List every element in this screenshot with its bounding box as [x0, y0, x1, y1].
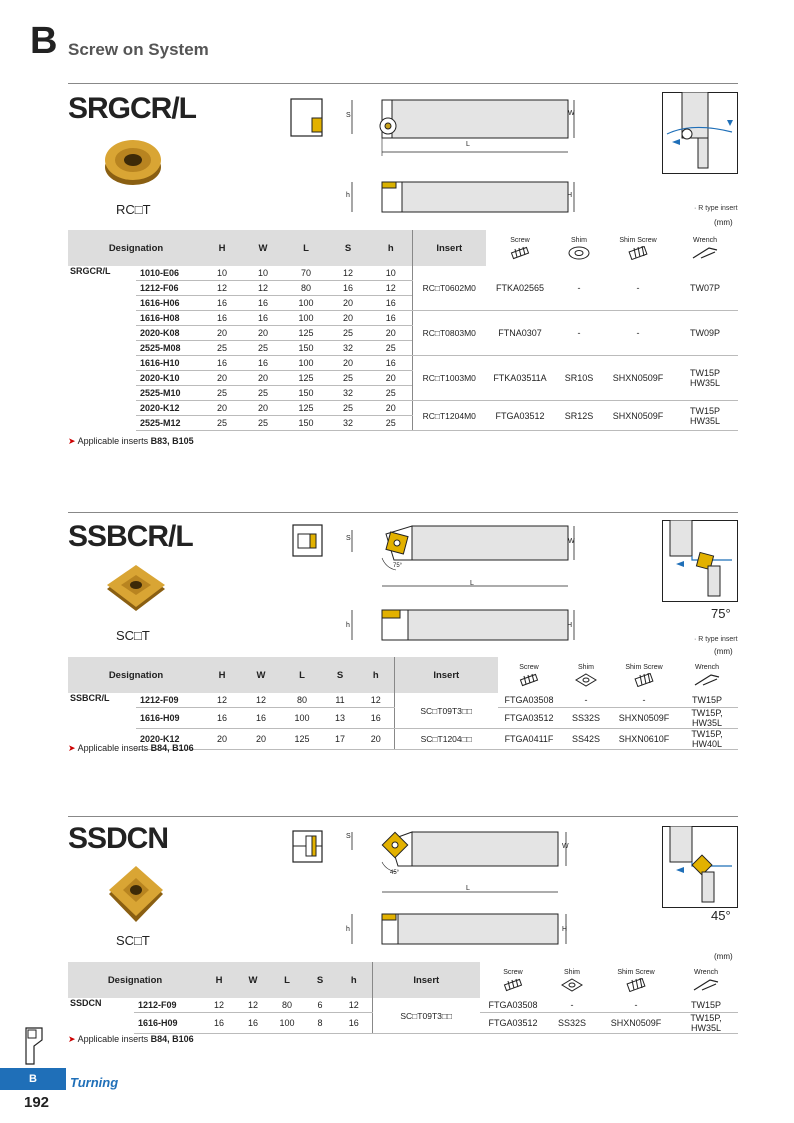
wrench-code: TW15P, HW40L — [676, 729, 738, 750]
dim-label-S: S — [346, 535, 351, 542]
shim-screw-code: SHXN0509F — [604, 401, 672, 431]
spec-table-ssbcr — [68, 657, 738, 750]
col-h: h — [336, 962, 372, 998]
cell-h: 10 — [370, 266, 412, 281]
screw-code: FTGA03508 — [480, 998, 546, 1013]
designation-cell: 2020-K12 — [136, 729, 204, 750]
shim-screw-label: Shim Screw — [619, 236, 657, 244]
col-S: S — [322, 657, 358, 693]
shim-icon — [567, 246, 591, 260]
cell-W: 16 — [240, 296, 286, 311]
dim-label-L: L — [466, 885, 470, 892]
screw-code: FTNA0307 — [486, 311, 554, 356]
shim-screw-code: - — [598, 998, 674, 1013]
section-letter: B — [30, 20, 58, 62]
cell-S: 16 — [326, 281, 370, 296]
col-W: W — [240, 230, 286, 266]
col-shim-screw — [604, 230, 672, 266]
wrench-code — [672, 401, 738, 431]
cell-W: 20 — [240, 371, 286, 386]
designation-cell: 1616-H09 — [136, 708, 204, 729]
col-h: h — [358, 657, 394, 693]
col-designation: Designation — [68, 657, 204, 693]
insert-type-label: SC□T — [116, 933, 150, 948]
cell-h: 20 — [358, 729, 394, 750]
cell-h: 25 — [370, 416, 412, 431]
table-row — [68, 266, 738, 281]
col-designation: Designation — [68, 962, 202, 998]
screw-code: FTGA03512 — [498, 708, 560, 729]
shim-screw-code: SHXN0610F — [612, 729, 676, 750]
wrench-code — [672, 356, 738, 401]
cell-L: 80 — [286, 281, 326, 296]
unit-label: (mm) — [714, 218, 733, 227]
table-row — [68, 311, 738, 326]
cell-L: 80 — [270, 998, 304, 1013]
col-L: L — [270, 962, 304, 998]
cell-H: 20 — [204, 401, 240, 416]
shim-screw-code: SHXN0509F — [598, 1013, 674, 1034]
screw-label: Screw — [503, 968, 523, 976]
col-shim-screw — [598, 962, 674, 998]
col-L: L — [282, 657, 322, 693]
shim-code: - — [554, 266, 604, 311]
col-W: W — [240, 657, 282, 693]
screw-code: FTGA03512 — [480, 1013, 546, 1034]
shim-screw-icon — [632, 673, 656, 687]
cell-S: 11 — [322, 693, 358, 708]
cell-L: 125 — [286, 401, 326, 416]
designation-cell: 2020-K08 — [136, 326, 204, 341]
wrench-icon — [691, 246, 719, 260]
col-insert: Insert — [372, 962, 480, 998]
cell-H: 20 — [204, 729, 240, 750]
cell-H: 25 — [204, 386, 240, 401]
cell-H: 16 — [204, 296, 240, 311]
dim-label-h: h — [346, 622, 350, 629]
square-insert-image — [103, 563, 169, 615]
table-row — [68, 356, 738, 371]
cell-h: 25 — [370, 341, 412, 356]
cell-S: 20 — [326, 356, 370, 371]
cell-W: 20 — [240, 401, 286, 416]
designation-cell: 2020-K12 — [136, 401, 204, 416]
cell-L: 100 — [286, 356, 326, 371]
designation-cell: 2525-M10 — [136, 386, 204, 401]
tool-side-view — [342, 178, 582, 218]
application-view — [662, 826, 738, 908]
screw-icon — [501, 978, 525, 992]
col-screw — [486, 230, 554, 266]
insert-code: SC□T09T3□□ — [394, 693, 498, 729]
cell-H: 16 — [202, 1013, 236, 1034]
screw-code: FTGA03512 — [486, 401, 554, 431]
arrow-circle-icon: ➤ — [68, 1034, 76, 1044]
approach-angle: 75° — [711, 606, 731, 621]
cell-H: 12 — [202, 998, 236, 1013]
designation-cell: 1616-H09 — [134, 1013, 202, 1034]
applicable-inserts-note — [68, 1034, 194, 1045]
designation-cell: 1616-H08 — [136, 311, 204, 326]
cell-h: 16 — [370, 311, 412, 326]
applicable-inserts-note — [68, 436, 194, 447]
cell-L: 150 — [286, 386, 326, 401]
section-divider — [68, 512, 738, 513]
col-W: W — [236, 962, 270, 998]
wrench-code — [672, 266, 738, 311]
wrench-code: TW15P — [676, 693, 738, 708]
cell-h: 16 — [370, 296, 412, 311]
unit-label: (mm) — [714, 952, 733, 961]
designation-cell: 1010-E06 — [136, 266, 204, 281]
cell-H: 16 — [204, 708, 240, 729]
cell-L: 150 — [286, 341, 326, 356]
header-divider — [68, 83, 738, 84]
cell-H: 12 — [204, 281, 240, 296]
cell-H: 10 — [204, 266, 240, 281]
cell-H: 20 — [204, 326, 240, 341]
wrench-code-1: TW09P — [689, 328, 720, 338]
insert-code: SC□T1204□□ — [394, 729, 498, 750]
cell-W: 20 — [240, 729, 282, 750]
tool-end-view — [292, 830, 324, 864]
arrow-circle-icon: ➤ — [68, 436, 76, 446]
cell-h: 12 — [370, 281, 412, 296]
wrench-code: TW15P, HW35L — [676, 708, 738, 729]
section-tab[interactable]: B — [0, 1068, 66, 1090]
cell-W: 25 — [240, 341, 286, 356]
dim-label-W: W — [568, 110, 575, 117]
cell-L: 150 — [286, 416, 326, 431]
screw-label: Screw — [519, 663, 539, 671]
shim-code: - — [560, 693, 612, 708]
spec-table-srgcr — [68, 230, 738, 431]
applicable-pages[interactable]: B84, B106 — [150, 743, 194, 753]
cell-h: 12 — [336, 998, 372, 1013]
tool-top-view — [342, 92, 582, 162]
shim-screw-label: Shim Screw — [625, 663, 663, 671]
screw-icon — [508, 246, 532, 260]
dim-label-W: W — [562, 843, 569, 850]
cell-h: 20 — [370, 326, 412, 341]
approach-angle: 45° — [711, 908, 731, 923]
applicable-prefix: Applicable inserts — [77, 1034, 149, 1044]
designation-cell: 1212-F09 — [134, 998, 202, 1013]
cell-L: 100 — [286, 296, 326, 311]
designation-cell: 2525-M12 — [136, 416, 204, 431]
cell-W: 12 — [236, 998, 270, 1013]
screw-code: FTGA0411F — [498, 729, 560, 750]
dim-label-H: H — [567, 622, 573, 629]
cell-h: 16 — [370, 356, 412, 371]
shim-screw-icon — [624, 978, 648, 992]
col-H: H — [202, 962, 236, 998]
section-title-srgcr: SRGCR/L — [68, 92, 196, 125]
cell-H: 20 — [204, 371, 240, 386]
shim-screw-label: Shim Screw — [617, 968, 655, 976]
cell-L: 125 — [286, 326, 326, 341]
cell-W: 12 — [240, 693, 282, 708]
cell-S: 8 — [304, 1013, 336, 1034]
cell-S: 6 — [304, 998, 336, 1013]
shim-screw-code: - — [604, 266, 672, 311]
col-H: H — [204, 230, 240, 266]
tool-top-view — [342, 522, 582, 592]
r-type-note: · R type insert — [694, 636, 738, 643]
col-screw — [498, 657, 560, 693]
col-shim — [560, 657, 612, 693]
cell-H: 16 — [204, 311, 240, 326]
cell-S: 20 — [326, 296, 370, 311]
wrench-code-1: TW15P — [689, 405, 720, 416]
wrench-label: Wrench — [695, 663, 719, 671]
cell-W: 16 — [240, 708, 282, 729]
screw-code: FTGA03508 — [498, 693, 560, 708]
cell-S: 25 — [326, 401, 370, 416]
wrench-code: TW15P — [674, 998, 738, 1013]
small-angle-label: 75° — [393, 563, 403, 569]
r-type-note: · R type insert — [694, 205, 738, 212]
table-header — [68, 962, 738, 998]
screw-label: Screw — [510, 236, 530, 244]
shim-screw-code: SHXN0509F — [604, 356, 672, 401]
family-code: SSDCN — [70, 998, 102, 1008]
insert-type-label: SC□T — [116, 628, 150, 643]
cell-L: 100 — [286, 311, 326, 326]
designation-cell: 2020-K10 — [136, 371, 204, 386]
applicable-pages[interactable]: B83, B105 — [150, 436, 194, 446]
wrench-code: TW15P, HW35L — [674, 1013, 738, 1034]
dim-label-L: L — [466, 141, 470, 148]
col-wrench — [676, 657, 738, 693]
wrench-code-1: TW07P — [689, 283, 720, 293]
tool-top-view — [342, 828, 582, 898]
spec-table-ssdcn — [68, 962, 738, 1034]
tool-end-view — [290, 98, 324, 138]
col-wrench — [672, 230, 738, 266]
insert-code: RC□T0602M0 — [412, 266, 486, 311]
shim-label: Shim — [578, 663, 594, 671]
cell-L: 70 — [286, 266, 326, 281]
dim-label-H: H — [562, 926, 568, 933]
insert-code: SC□T09T3□□ — [372, 998, 480, 1034]
page-title: Screw on System — [68, 40, 209, 59]
tool-side-view — [342, 910, 582, 950]
shim-label: Shim — [571, 236, 587, 244]
table-row — [68, 693, 738, 708]
dim-label-h: h — [346, 926, 350, 933]
turning-tool-icon — [18, 1026, 50, 1066]
insert-code: RC□T1204M0 — [412, 401, 486, 431]
application-view — [662, 92, 738, 174]
cell-L: 125 — [282, 729, 322, 750]
cell-S: 25 — [326, 371, 370, 386]
shim-label: Shim — [564, 968, 580, 976]
cell-W: 16 — [240, 311, 286, 326]
cell-h: 16 — [336, 1013, 372, 1034]
designation-cell: 1212-F09 — [136, 693, 204, 708]
section-name: Turning — [70, 1075, 119, 1090]
cell-h: 12 — [358, 693, 394, 708]
cell-S: 32 — [326, 341, 370, 356]
applicable-pages[interactable]: B84, B106 — [150, 1034, 194, 1044]
tool-side-view — [342, 606, 582, 646]
dim-label-S: S — [346, 112, 351, 119]
col-shim-screw — [612, 657, 676, 693]
cell-H: 25 — [204, 416, 240, 431]
dim-label-h: h — [346, 192, 350, 199]
application-view — [662, 520, 738, 602]
col-designation: Designation — [68, 230, 204, 266]
shim-code: SS32S — [560, 708, 612, 729]
insert-code: RC□T1003M0 — [412, 356, 486, 401]
col-L: L — [286, 230, 326, 266]
insert-type-label: RC□T — [116, 202, 151, 217]
col-H: H — [204, 657, 240, 693]
shim-code: - — [546, 998, 598, 1013]
wrench-icon — [692, 978, 720, 992]
col-h: h — [370, 230, 412, 266]
cell-h: 16 — [358, 708, 394, 729]
unit-label: (mm) — [714, 647, 733, 656]
section-title-ssbcr: SSBCR/L — [68, 520, 193, 553]
wrench-code-1: TW15P — [689, 368, 720, 378]
designation-cell: 1616-H06 — [136, 296, 204, 311]
applicable-inserts-note — [68, 743, 194, 754]
screw-code: FTKA03511A — [486, 356, 554, 401]
cell-W: 25 — [240, 386, 286, 401]
shim-code: SS32S — [546, 1013, 598, 1034]
col-wrench — [674, 962, 738, 998]
cell-W: 20 — [240, 326, 286, 341]
table-row — [68, 401, 738, 416]
square-insert-image — [103, 864, 169, 926]
page-number: 192 — [24, 1094, 50, 1111]
screw-code: FTKA02565 — [486, 266, 554, 311]
wrench-icon — [693, 673, 721, 687]
wrench-label: Wrench — [694, 968, 718, 976]
round-insert-image — [103, 133, 163, 189]
dim-label-L: L — [470, 580, 474, 587]
cell-W: 25 — [240, 416, 286, 431]
cell-L: 100 — [282, 708, 322, 729]
cell-W: 16 — [240, 356, 286, 371]
cell-L: 80 — [282, 693, 322, 708]
cell-H: 25 — [204, 341, 240, 356]
col-insert: Insert — [394, 657, 498, 693]
family-code: SSBCR/L — [70, 693, 110, 703]
wrench-code-2: HW35L — [689, 415, 720, 426]
section-divider — [68, 816, 738, 817]
cell-W: 16 — [236, 1013, 270, 1034]
col-shim — [546, 962, 598, 998]
cell-S: 12 — [326, 266, 370, 281]
cell-S: 32 — [326, 386, 370, 401]
shim-screw-icon — [626, 246, 650, 260]
screw-icon — [517, 673, 541, 687]
shim-screw-code: - — [612, 693, 676, 708]
section-title-ssdcn: SSDCN — [68, 822, 169, 855]
cell-H: 16 — [204, 356, 240, 371]
cell-S: 13 — [322, 708, 358, 729]
cell-W: 12 — [240, 281, 286, 296]
family-code: SRGCR/L — [70, 266, 111, 276]
col-shim — [554, 230, 604, 266]
cell-L: 100 — [270, 1013, 304, 1034]
cell-h: 25 — [370, 386, 412, 401]
col-S: S — [304, 962, 336, 998]
cell-W: 10 — [240, 266, 286, 281]
shim-icon — [560, 978, 584, 992]
col-S: S — [326, 230, 370, 266]
insert-code: RC□T0803M0 — [412, 311, 486, 356]
applicable-prefix: Applicable inserts — [77, 743, 149, 753]
col-insert: Insert — [412, 230, 486, 266]
cell-S: 25 — [326, 326, 370, 341]
shim-icon — [574, 673, 598, 687]
arrow-circle-icon: ➤ — [68, 743, 76, 753]
col-screw — [480, 962, 546, 998]
tool-end-view — [292, 524, 324, 558]
cell-L: 125 — [286, 371, 326, 386]
cell-h: 20 — [370, 371, 412, 386]
dim-label-S: S — [346, 833, 351, 840]
shim-screw-code: SHXN0509F — [612, 708, 676, 729]
wrench-code-2: HW35L — [689, 378, 720, 388]
cell-H: 12 — [204, 693, 240, 708]
cell-S: 20 — [326, 311, 370, 326]
shim-code: - — [554, 311, 604, 356]
table-header — [68, 230, 738, 266]
cell-S: 17 — [322, 729, 358, 750]
shim-code: SS42S — [560, 729, 612, 750]
cell-S: 32 — [326, 416, 370, 431]
shim-screw-code: - — [604, 311, 672, 356]
designation-cell: 1616-H10 — [136, 356, 204, 371]
dim-label-H: H — [567, 192, 573, 199]
shim-code: SR10S — [554, 356, 604, 401]
wrench-code — [672, 311, 738, 356]
small-angle-label: 45° — [390, 870, 400, 876]
applicable-prefix: Applicable inserts — [77, 436, 149, 446]
designation-cell: 1212-F06 — [136, 281, 204, 296]
designation-cell: 2525-M08 — [136, 341, 204, 356]
table-row — [68, 998, 738, 1013]
wrench-label: Wrench — [693, 236, 717, 244]
table-header — [68, 657, 738, 693]
dim-label-W: W — [568, 538, 575, 545]
cell-h: 20 — [370, 401, 412, 416]
shim-code: SR12S — [554, 401, 604, 431]
